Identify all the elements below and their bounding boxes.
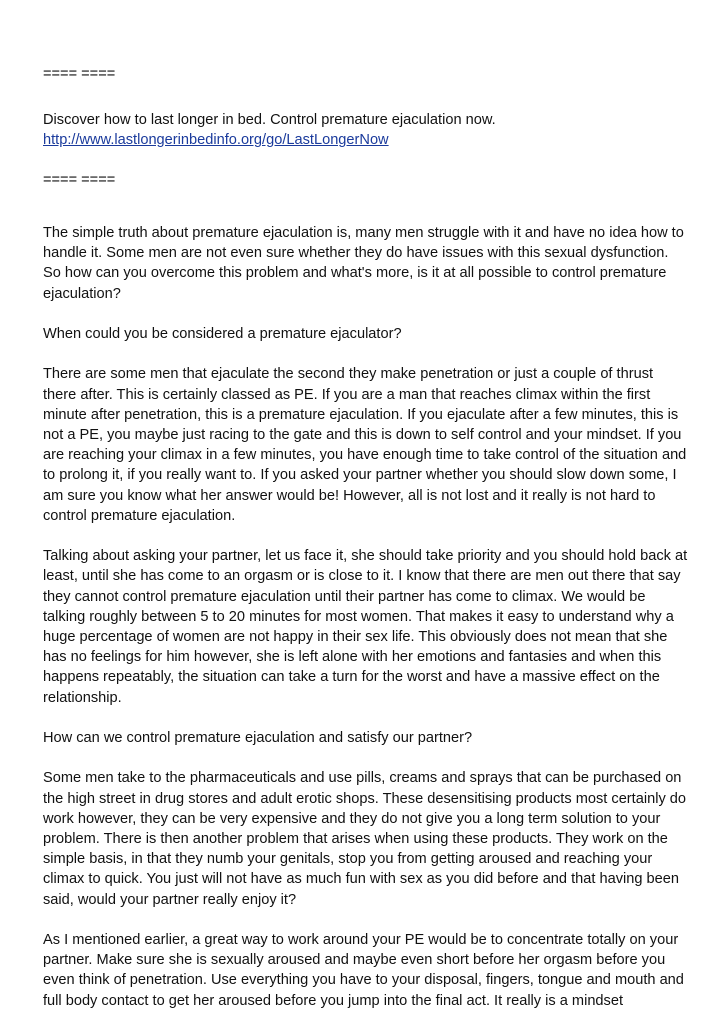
promo-text: Discover how to last longer in bed. Control premature ejaculation now. (43, 112, 496, 128)
paragraph-definition: There are some men that ejaculate the second they make penetration or just a couple of thrust there after. This is certainly classed as PE. If you are a man that reaches climax within the first minute after penetration, this is a premature ejaculation. If you ejaculate after a few minutes, this is not a PE, you maybe just racing to the gate and this is down to self control and your mindset. If you are reaching your climax in a few minutes, you have enough time to take control of the situation and to prolong it, if you really want to. If you asked your partner whether you should slow down some, I am sure you know what her answer would be! However, all is not lost and it really is not hard to control premature ejaculation. (43, 366, 687, 524)
article-body (43, 223, 688, 1031)
heading-question-1: When could you be considered a premature ejaculator? (43, 326, 402, 342)
heading-question-2: How can we control premature ejaculation and satisfy our partner? (43, 730, 473, 747)
document-page (43, 0, 693, 1031)
promo-link[interactable]: http://www.lastlongerinbedinfo.org/go/LastLongerNow (43, 132, 389, 148)
paragraph-pharmaceuticals: Some men take to the pharmaceuticals and use pills, creams and sprays that can be purchased on the high street in drug stores and adult erotic shops. These desensitising products most certainly do work however, they can be very expensive and they do not give you a long term solution to your problem. There is then another problem that arises when using these products. They work on the simple basis, in that they numb your genitals, stop you from getting aroused and reaching your climax to quick. You just will not have as much fun with sex as you did before and that having been said, would your partner really enjoy it? (43, 770, 687, 908)
separator-bottom: ==== ==== (43, 172, 116, 188)
paragraph-intro: The simple truth about premature ejaculation is, many men struggle with it and have no idea how to handle it. Some men are not even sure whether they do have issues with this sexual dysfunction. So how can you overcome this problem and what's more, is it at all possible to control premature ejaculation? (43, 225, 684, 302)
separator-top: ==== ==== (43, 66, 116, 82)
paragraph-advice: As I mentioned earlier, a great way to work around your PE would be to concentrate totally on your partner. Make sure she is sexually aroused and maybe even short before her orgasm before you even think of penetration. Use everything you have to your disposal, fingers, tongue and mouth and full body contact to get her aroused before you jump into the final act. It really is a mindset (43, 932, 684, 1009)
paragraph-partner: Talking about asking your partner, let us face it, she should take priority and you should hold back at least, until she has come to an orgasm or is close to it. I know that there are men out there that say they cannot control premature ejaculation until their partner has come to climax. We would be talking roughly between 5 to 20 minutes for most women. That makes it easy to understand why a huge percentage of women are not happy in their sex life. This obviously does not mean that she has no feelings for him however, she is left alone with her emotions and fantasies and when this happens repeatably, the situation can take a turn for the worst and have a massive effect on the relationship. (43, 548, 688, 706)
